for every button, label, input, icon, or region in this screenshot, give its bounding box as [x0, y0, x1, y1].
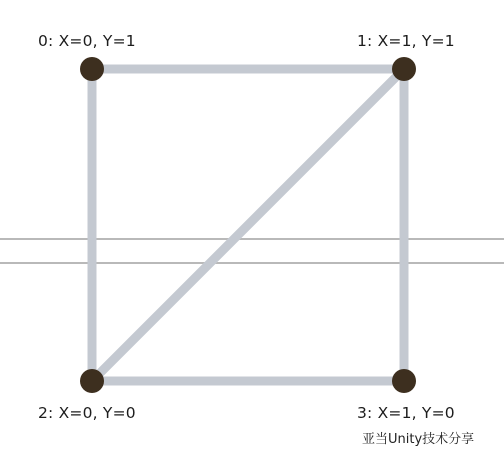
- vertex-label-1: 1: X=1, Y=1: [357, 32, 455, 50]
- vertex-label-3: 3: X=1, Y=0: [357, 404, 455, 422]
- watermark: [362, 427, 474, 447]
- vertex-3: [392, 369, 416, 393]
- vertex-label-2: 2: X=0, Y=0: [38, 404, 136, 422]
- vertex-label-0: 0: X=0, Y=1: [38, 32, 136, 50]
- vertex-1: [392, 57, 416, 81]
- edge-2-1: [92, 69, 404, 381]
- vertex-2: [80, 369, 104, 393]
- wechat-icon: [362, 427, 504, 457]
- vertex-0: [80, 57, 104, 81]
- watermark-text: 亚当Unity技术分享: [362, 431, 475, 447]
- mesh-edges: [92, 69, 404, 381]
- guide-lines: [0, 239, 504, 263]
